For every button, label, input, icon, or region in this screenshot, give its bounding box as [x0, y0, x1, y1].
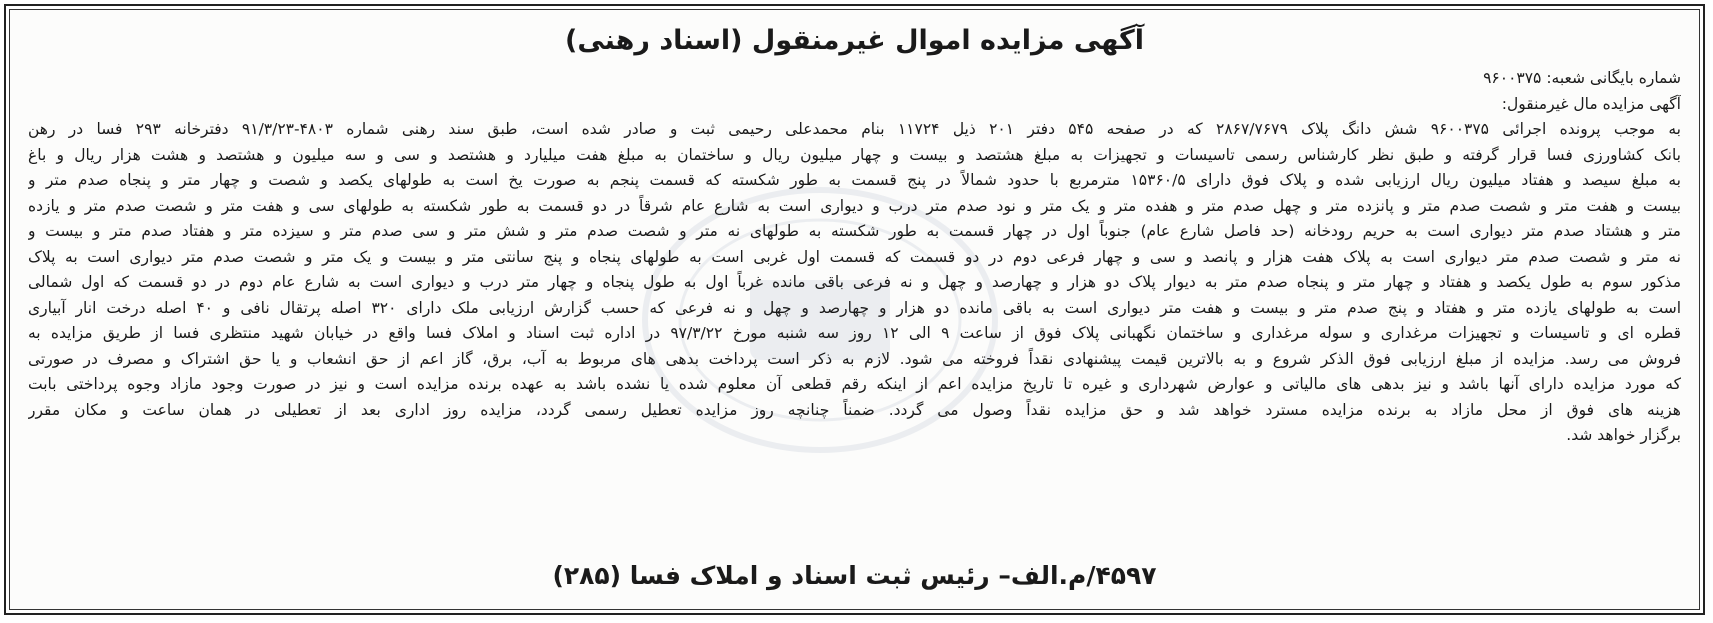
notice-body: [28, 117, 1681, 449]
body-line: فروش می رسد. مزایده از مبلغ ارزیابی فوق الذکر شروع و به بالاترین قیمت پیشنهادی نقداً فروخته می شود. لازم به ذکر است پرداخت بدهی های مربوط به آب، برق، گاز اعم از حق انشعاب و یا حق اشتراک و مصرف در صورتی: [28, 349, 1681, 368]
body-line: که مورد مزایده دارای آنها باشد و نیز بدهی های مالیاتی و عوارض شهرداری و غیره تا تاریخ مزایده اعم از اینکه رقم قطعی آن معلوم شده یا نشده باشد به عهده برنده مزایده است و نیز در صورت وجود مازاد وجوه پرداختی بابت: [28, 375, 1681, 393]
body-line: هزینه های فوق از محل مازاد به برنده مزایده مسترد خواهد شد و حق مزایده نقداً وصول می گردد. ضمناً چنانچه روز مزایده تعطیل رسمی گردد، مزایده روز اداری بعد از تعطیلی در همان ساعت و مکان مقرر: [28, 400, 1681, 419]
body-line: به مبلغ سیصد و هفتاد میلیون ریال ارزیابی شده و پلاک فوق دارای ۱۵۳۶۰/۵ مترمربع با حدود شمالاً در پنج قسمت به طور شکسته که قسمت پنجم به صورت یخ است به طولهای یکصد و شصت و چهار متر و پنجاه صدم متر و: [28, 171, 1681, 189]
body-line: نه متر و شصت صدم متر دیواری است به پلاک هفت هزار و پانصد و سی و چهار فرعی دوم در دو قسمت که قسمت اول غربی است به طولهای پنجاه و پنج سانتی متر و بیست و یک متر و شصت صدم متر دیواری است به پلاک: [28, 247, 1681, 266]
notice-subtitle: آگهی مزایده مال غیرمنقول:: [1501, 94, 1681, 113]
body-line: است به طولهای یازده متر و هفتاد و پنج صدم متر و بیست و هفت متر دیواری است به باقی مانده دو هزار و چهارصد و چهل و نه فرعی که حسب گزارش ارزیابی ملک دارای ۳۲۰ اصله پرتقال نافی و ۴۰ اصله درخت انار آبیاری: [28, 298, 1681, 317]
closing-line: برگزار خواهد شد.: [1566, 426, 1681, 444]
body-line: قطره ای و تاسیسات و تجهیزات مرغداری و سوله مرغداری و ساختمان نگهبانی پلاک فوق از ساعت ۹ الی ۱۲ روز سه شنبه مورخ ۹۷/۳/۲۲ در اداره ثبت اسناد و املاک فسا واقع در خیابان شهید منتظری فسا از طریق مزایده به: [28, 324, 1681, 342]
body-line: متر و هشتاد صدم متر دیواری است به حریم رودخانه (حد فاصل شارع عام) جنوباً اول در چهار قسمت به طور شکسته به طولهای نه متر و شصت صدم متر و شش متر و سی صدم متر و سیزده متر و هفتاد صدم متر و بیست و: [28, 222, 1681, 240]
body-line: مذکور سوم به طول یکصد و هفتاد و چهار متر و پنجاه صدم متر به دیوار پلاک دو هزار و چهارصد و چهل و نه فرعی باقی مانده غرباً اول به طول پنجاه و چهار متر درب و دیواری است به شارع عام دوم در دو قسمت که اول شمالی: [28, 273, 1681, 291]
body-line: بانک کشاورزی فسا قرار گرفته و طبق نظر کارشناس رسمی تاسیسات و تجهیزات به مبلغ هشتصد و بیست و چهار میلیون ریال و ساختمان به مبلغ هفت میلیارد و هشتصد و سی و سه میلیون و هشتصد و هشت هزار ریال و باغ: [28, 145, 1681, 164]
body-line: به موجب پرونده اجرائی ۹۶۰۰۳۷۵ شش دانگ پلاک ۲۸۶۷/۷۶۷۹ که در صفحه ۵۴۵ دفتر ۲۰۱ ذیل ۱۱۷۲۴ بنام محمدعلی رحیمی ثبت و صادر شده است، طبق سند رهنی شماره ۴۸۰۳-۹۱/۳/۲۳ دفترخانه ۲۹۳ فسا در رهن: [28, 120, 1681, 138]
archive-number: شماره بایگانی شعبه: ۹۶۰۰۳۷۵: [1483, 69, 1681, 87]
notice-signature: ۴۵۹۷/م.الف– رئیس ثبت اسناد و املاک فسا (۲۸۵): [552, 561, 1157, 590]
notice-title: آگهی مزایده اموال غیرمنقول (اسناد رهنی): [564, 25, 1144, 56]
notice-panel: [9, 9, 1700, 610]
notice-content: [28, 24, 1681, 595]
body-line: بیست و هفت متر و شصت صدم متر و پانزده متر و چهل صدم متر و هفده متر و یک متر و نود صدم متر درب و دیواری است به شارع عام شرقاً در دو قسمت به طور شکسته به طولهای سی و هفت متر و شصت صدم متر و یازده: [28, 196, 1681, 215]
